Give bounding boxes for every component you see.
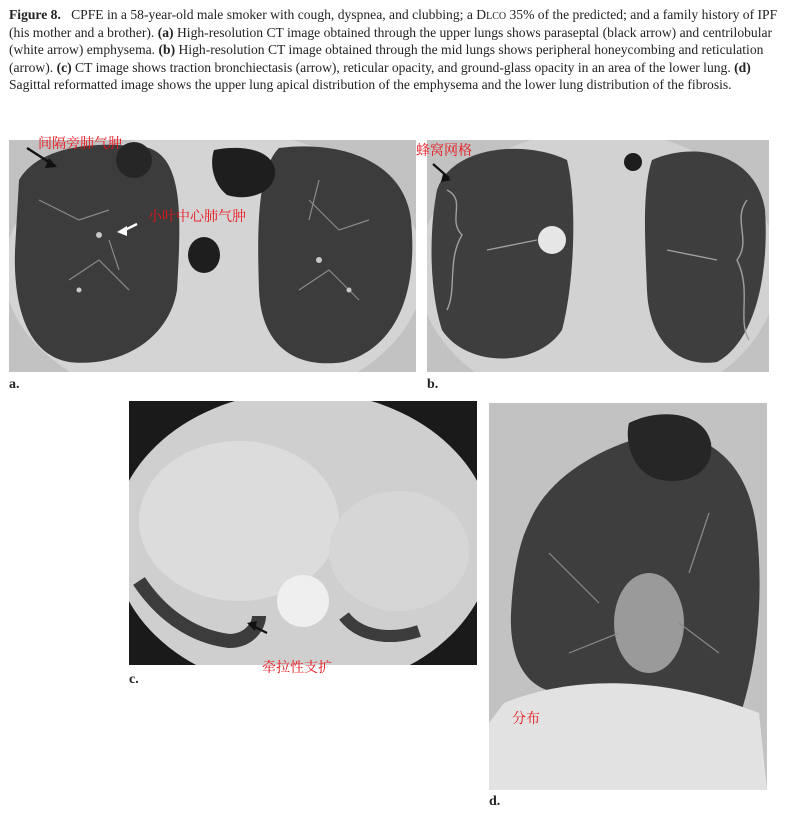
panel-label-d: d.	[489, 794, 501, 809]
annotation-centrilobular-emphysema: 小叶中心肺气肿	[148, 209, 246, 225]
caption-a-tag: (a)	[157, 24, 174, 40]
panel-label-b: b.	[427, 377, 439, 392]
ct-panel-a	[9, 140, 416, 372]
caption-d-tag: (d)	[734, 59, 751, 75]
caption-seg2: 35% of the predicted; and a family history of IPF (his mother and a brother).	[9, 7, 778, 40]
ct-panel-d	[489, 403, 767, 790]
panel-label-a: a.	[9, 377, 20, 392]
caption-c-tag: (c)	[56, 59, 72, 75]
ct-panel-b	[427, 140, 769, 372]
annotation-distribution: 分布	[512, 711, 540, 727]
caption-c-text: CT image shows traction bronchiectasis (arrow), reticular opacity, and ground-glass opacity in an area of the lower lung.	[71, 59, 735, 75]
ct-image-a	[9, 140, 416, 372]
caption-b-text: High-resolution CT image obtained through the mid lungs shows peripheral honeycombing and reticulation (arrow).	[9, 42, 764, 75]
panel-label-c: c.	[129, 672, 139, 687]
caption-dlco: Dlco	[476, 7, 507, 22]
figure-label: Figure 8.	[9, 7, 61, 22]
ct-image-b	[427, 140, 769, 372]
ct-image-d	[489, 403, 767, 790]
ct-image-c	[129, 401, 477, 665]
caption-b-tag: (b)	[158, 42, 176, 58]
caption-seg1: CPFE in a 58-year-old male smoker with cough, dyspnea, and clubbing; a	[71, 7, 477, 22]
annotation-paraseptal-emphysema: 间隔旁肺气肿	[38, 136, 122, 152]
caption-a-text: High-resolution CT image obtained through the upper lungs shows paraseptal (black arrow) and centrilobular (white arrow) emphysema.	[9, 24, 773, 58]
caption-d-text: Sagittal reformatted image shows the upper lung apical distribution of the emphysema and the lower lung distribution of the fibrosis.	[9, 77, 732, 93]
annotation-traction-bronchiectasis: 牵拉性支扩	[262, 660, 332, 676]
annotation-honeycombing: 蜂窝网格	[416, 143, 472, 159]
ct-panel-c	[129, 401, 477, 665]
figure-caption	[9, 6, 779, 94]
